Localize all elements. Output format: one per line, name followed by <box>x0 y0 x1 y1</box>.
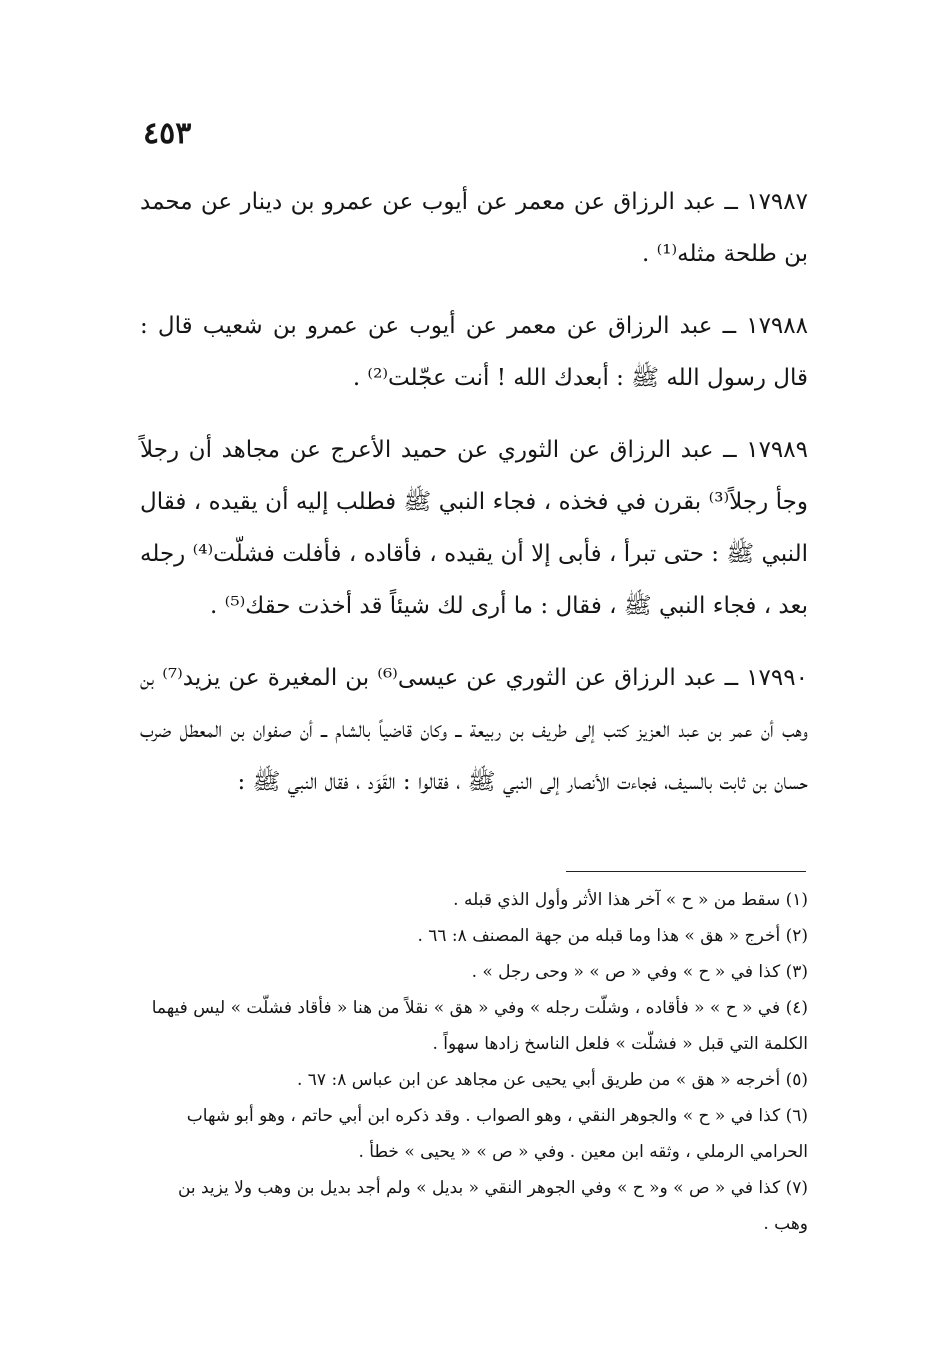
footnote-5: (٥) أخرجه « هق » من طريق أبي يحيى عن مجاهد عن ابن عباس ٨: ٦٧ . <box>296 1070 808 1090</box>
footnote-7: (٧) كذا في « ص » و« ح » وفي الجوهر النقي « بديل » ولم أجد بديل بن وهب ولا يزيد بن وهب . <box>177 1178 808 1234</box>
footnote-divider <box>566 871 806 872</box>
footnote-3: (٣) كذا في « ح » وفي « ص » « وحى رجل » . <box>471 962 808 982</box>
hadith-entry-17990: ١٧٩٩٠ ــ عبد الرزاق عن الثوري عن عيسى⁽⁶⁾ بن المغيرة عن يزيد⁽⁷⁾ بن وهب أن عمر بن عبد العزيز كتب إلى طريف بن ربيعة ــ وكان قاضياً بالشام ــ أن صفوان بن المعطل ضرب حسان بن ثابت بالسيف، فجاءت الأنصار إلى النبي ﷺ ، فقالوا : القَوَد ، فقال النبي ﷺ : <box>140 665 808 795</box>
footnote-1: (١) سقط من « ح » آخر هذا الأثر وأول الذي قبله . <box>453 890 808 910</box>
footnote-4: (٤) في « ح » « فأقاده ، وشلّت رجله » وفي « هق » نقلاً من هنا « فأقاد فشلّت » ليس فيهما الكلمة التي قبل « فشلّت » فلعل الناسخ زادها سهواً . <box>151 998 808 1054</box>
hadith-entry-17989: ١٧٩٨٩ ــ عبد الرزاق عن الثوري عن حميد الأعرج عن مجاهد أن رجلاً وجأ رجلاً⁽³⁾ بقرن في فخذه ، فجاء النبي ﷺ فطلب إليه أن يقيده ، فقال النبي ﷺ : حتى تبرأ ، فأبى إلا أن يقيده ، فأقاده ، فأفلت فشلّت⁽⁴⁾ رجله بعد ، فجاء النبي ﷺ ، فقال : ما أرى لك شيئاً قد أخذت حقك⁽⁵⁾ . <box>140 437 808 619</box>
footnote-2: (٢) أخرج « هق » هذا وما قبله من جهة المصنف ٨: ٦٦ . <box>417 926 808 946</box>
hadith-entries <box>140 176 808 828</box>
footnotes <box>140 882 808 1242</box>
hadith-entry-17987: ١٧٩٨٧ ــ عبد الرزاق عن معمر عن أيوب عن عمرو بن دينار عن محمد بن طلحة مثله⁽¹⁾ . <box>140 189 808 267</box>
footnote-6: (٦) كذا في « ح » والجوهر النقي ، وهو الصواب . وقد ذكره ابن أبي حاتم ، وهو أبو شهاب الحرامي الرملي ، وثقه ابن معين . وفي « ص » « يحيى » خطأ . <box>186 1106 808 1162</box>
hadith-entry-17988: ١٧٩٨٨ ــ عبد الرزاق عن معمر عن أيوب عن عمرو بن شعيب قال : قال رسول الله ﷺ : أبعدك الله ! أنت عجّلت⁽²⁾ . <box>140 313 808 391</box>
page-number: ٤٥٣ <box>143 116 192 151</box>
